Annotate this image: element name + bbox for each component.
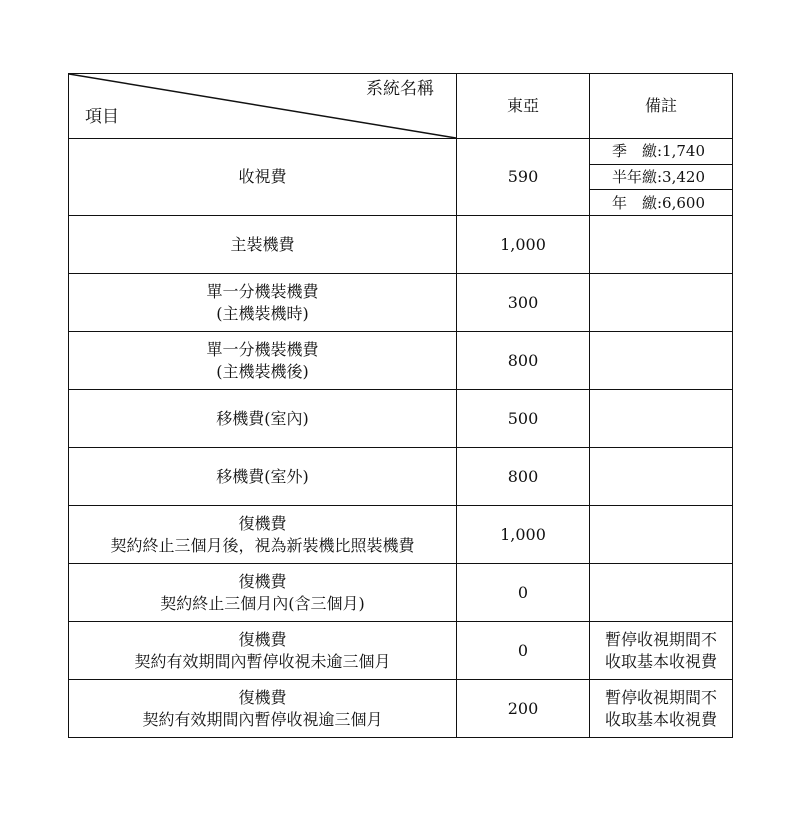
table-row <box>69 448 733 506</box>
fee-notes-cell <box>590 216 733 274</box>
fee-item-name: 復機費 <box>238 629 287 649</box>
fee-item-name: 移機費(室外) <box>216 466 309 486</box>
header-diagonal-cell <box>69 74 457 139</box>
fee-notes-cell <box>590 274 733 332</box>
table-row <box>69 622 733 680</box>
header-provider: 東亞 <box>457 74 590 139</box>
payment-plan-item: 年 繳:6,600 <box>612 193 705 212</box>
note-line: 暫停收視期間不 <box>604 687 717 707</box>
table-row <box>69 564 733 622</box>
fee-item-name: 移機費(室內) <box>216 408 309 428</box>
payment-plan-item: 季 繳:1,740 <box>590 139 732 165</box>
fee-item-cell <box>69 564 457 622</box>
fee-item-name: 主裝機費 <box>230 234 295 254</box>
table-row <box>69 506 733 564</box>
fee-value-cell: 0 <box>457 622 590 680</box>
fee-value-cell: 590 <box>457 139 590 216</box>
fee-notes-cell <box>590 506 733 564</box>
payment-plan-list <box>590 139 732 215</box>
fee-value-cell: 200 <box>457 680 590 738</box>
fee-item-name: 復機費 <box>238 571 287 591</box>
fee-notes-cell <box>590 680 733 738</box>
fee-item-name: 收視費 <box>238 167 287 186</box>
fee-value-cell: 500 <box>457 390 590 448</box>
note-line: 收取基本收視費 <box>604 651 717 671</box>
fee-value-cell: 800 <box>457 448 590 506</box>
table-row <box>69 332 733 390</box>
header-system-name: 系統名稱 <box>366 79 434 99</box>
fee-item-condition: 契約終止三個月內(含三個月) <box>160 593 365 613</box>
fee-item-condition: (主機裝機時) <box>216 303 309 323</box>
fee-value-cell: 300 <box>457 274 590 332</box>
fee-item-condition: 契約終止三個月後，視為新裝機比照裝機費 <box>110 535 415 555</box>
payment-plan-item: 半年繳:3,420 <box>590 165 732 191</box>
note-line: 暫停收視期間不 <box>604 629 717 649</box>
fee-item-cell <box>69 139 457 216</box>
fee-value-cell: 1,000 <box>457 216 590 274</box>
fee-item-cell <box>69 274 457 332</box>
fee-notes-cell <box>590 564 733 622</box>
table-row <box>69 216 733 274</box>
fee-notes-cell <box>590 448 733 506</box>
fee-value-cell: 0 <box>457 564 590 622</box>
fee-notes-cell <box>590 390 733 448</box>
note-line: 收取基本收視費 <box>604 709 717 729</box>
table-header-row <box>69 74 733 139</box>
table-row <box>69 680 733 738</box>
fee-item-cell <box>69 622 457 680</box>
header-notes: 備註 <box>590 74 733 139</box>
fee-item-condition: 契約有效期間內暫停收視未逾三個月 <box>134 651 391 671</box>
fee-notes-cell <box>590 139 733 216</box>
fee-item-name: 復機費 <box>238 687 287 707</box>
fee-notes-cell <box>590 332 733 390</box>
fee-item-cell <box>69 680 457 738</box>
fee-item-cell <box>69 332 457 390</box>
fee-item-name: 復機費 <box>238 513 287 533</box>
table-row <box>69 390 733 448</box>
fee-item-cell <box>69 448 457 506</box>
fee-item-condition: (主機裝機後) <box>216 361 309 381</box>
fee-item-cell <box>69 390 457 448</box>
fee-value-cell: 1,000 <box>457 506 590 564</box>
fee-item-name: 單一分機裝機費 <box>206 281 319 301</box>
fee-item-condition: 契約有效期間內暫停收視逾三個月 <box>142 709 383 729</box>
table-row <box>69 274 733 332</box>
fee-value-cell: 800 <box>457 332 590 390</box>
fee-notes-cell <box>590 622 733 680</box>
fee-item-cell <box>69 506 457 564</box>
fee-table <box>68 73 733 738</box>
fee-item-name: 單一分機裝機費 <box>206 339 319 359</box>
header-item: 項目 <box>85 107 119 127</box>
table-row <box>69 139 733 216</box>
fee-item-cell <box>69 216 457 274</box>
